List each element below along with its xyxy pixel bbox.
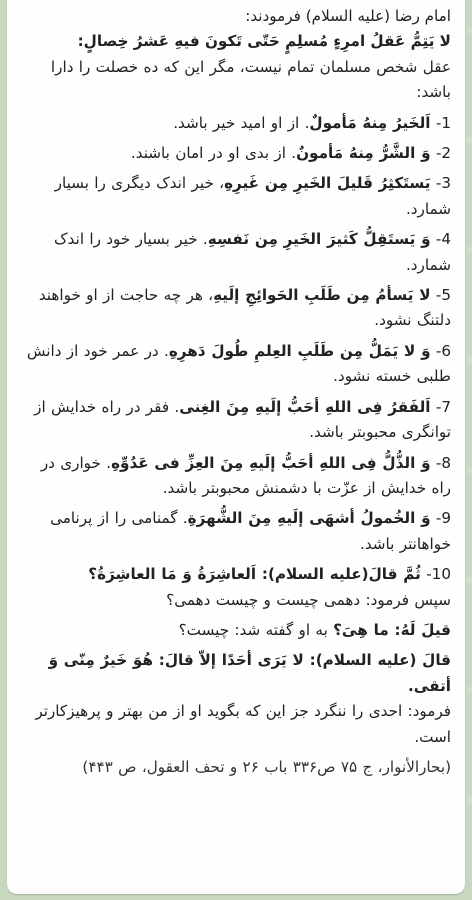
- hadith-item-9: [19, 506, 451, 557]
- item-persian: ، خیر اندک دیگری را بسیار شمارد.: [54, 174, 451, 218]
- hadith-item-6: [19, 339, 451, 390]
- item-persian: . خیر بسیار خود را اندک شمارد.: [54, 230, 451, 274]
- answer-arabic: قالَ (علیه السلام): لا يَرَی أحَدًا إلاّ قالَ: هُوَ خَيرٌ مِنّی وَ أتقی.: [48, 651, 451, 695]
- hadith-arabic: لا يَتِمُّ عَقلُ امرِءٍ مُسلِمٍ حَتّی تَكونَ فيهِ عَشرُ خِصالٍ:: [77, 32, 451, 51]
- item-persian: . از او امید خیر باشد.: [173, 113, 310, 132]
- item-number: 6-: [435, 341, 451, 360]
- question-arabic: قيلَ لَهُ: ما هِیَ؟: [333, 620, 451, 639]
- item-persian: . از بدی او در امان باشند.: [130, 144, 297, 163]
- message-intro: امام رضا (علیه السلام) فرمودند:: [245, 7, 451, 25]
- hadith-item-8: [19, 451, 451, 502]
- item-number: 2-: [435, 144, 451, 163]
- item-number: 9-: [435, 509, 451, 528]
- item-arabic: وَ يَستَقِلُّ كَثيرَ الخَيرِ مِن نَفسِهِ: [207, 230, 431, 249]
- item-number: 10-: [426, 565, 451, 584]
- item-number: 1-: [435, 113, 451, 132]
- item-persian: . فقر در راه خدایش از توانگری محبوبتر باشد.: [34, 397, 451, 442]
- hadith-item-2: [19, 141, 451, 166]
- hadith-item-10: [19, 562, 451, 587]
- hadith-translation: عقل شخص مسلمان تمام نیست، مگر این که ده خصلت را دارا باشد:: [50, 57, 451, 102]
- hadith-item-7: [19, 395, 451, 446]
- item-arabic: اَلخَيرُ مِنهُ مَأمولٌ: [309, 113, 431, 132]
- answer-persian: فرمود: احدی را ننگرد جز این که بگوید او از من بهتر و پرهیزکارتر است.: [35, 702, 451, 746]
- item-persian: . خواری در راه خدایش از عزّت با دشمنش محبوبتر باشد.: [40, 453, 451, 497]
- item-number: 3-: [435, 174, 451, 193]
- item-arabic: وَ الشَّرُّ مِنهُ مَأمونٌ: [296, 144, 431, 163]
- item-arabic: وَ الذُّلُّ فِی اللهِ أحَبُّ إلَيهِ مِنَ العِزِّ فی عَدُوِّهِ: [111, 453, 431, 472]
- hadith-item-3: [19, 171, 451, 222]
- question-line: [19, 618, 451, 643]
- item-number: 7-: [435, 397, 451, 416]
- hadith-item-4: [19, 227, 451, 278]
- item-number: 5-: [435, 286, 451, 305]
- item-persian: . گمنامی را از پرنامی خواهانتر باشد.: [50, 509, 451, 553]
- hadith-item-5: [19, 283, 451, 334]
- item-number: 8-: [435, 453, 451, 472]
- message-bubble[interactable]: [7, 0, 465, 894]
- item-arabic: وَ الخُمولُ أشهَی إلَيهِ مِنَ الشُّهرَةِ: [187, 509, 431, 528]
- item-arabic: لا يَسأمُ مِن طَلَبِ الحَوائِجِ إلَيهِ: [213, 286, 431, 305]
- question-persian: به او گفته شد: چیست؟: [178, 620, 334, 639]
- item-arabic: ثُمَّ قالَ(علیه السلام): اَلعاشِرَةُ وَ مَا العاشِرَةُ؟: [88, 565, 421, 584]
- item-10-translation: سپس فرمود: دهمی چیست و چیست دهمی؟: [166, 590, 451, 609]
- hadith-item-1: [19, 111, 451, 136]
- item-persian: . در عمر خود از دانش طلبی خسته نشود.: [26, 341, 451, 386]
- item-number: 4-: [435, 230, 451, 249]
- item-arabic: يَستَكثِرُ قَليلَ الخَيرِ مِن غَيرِهِ: [224, 174, 431, 193]
- source-citation: (بحارالأنوار، ج ۷۵ ص۳۳۶ باب ۲۶ و تحف العقول، ص ۴۴۳): [82, 757, 451, 776]
- item-arabic: وَ لا يَمَلُّ مِن طَلَبِ العِلمِ طُولَ دَهرِهِ: [168, 341, 431, 360]
- item-persian: ، هر چه حاجت از او خواهند دلتنگ نشود.: [38, 286, 451, 330]
- item-arabic: اَلفَقرُ فِی اللهِ أحَبُّ إلَيهِ مِنَ الغِنی: [179, 397, 431, 416]
